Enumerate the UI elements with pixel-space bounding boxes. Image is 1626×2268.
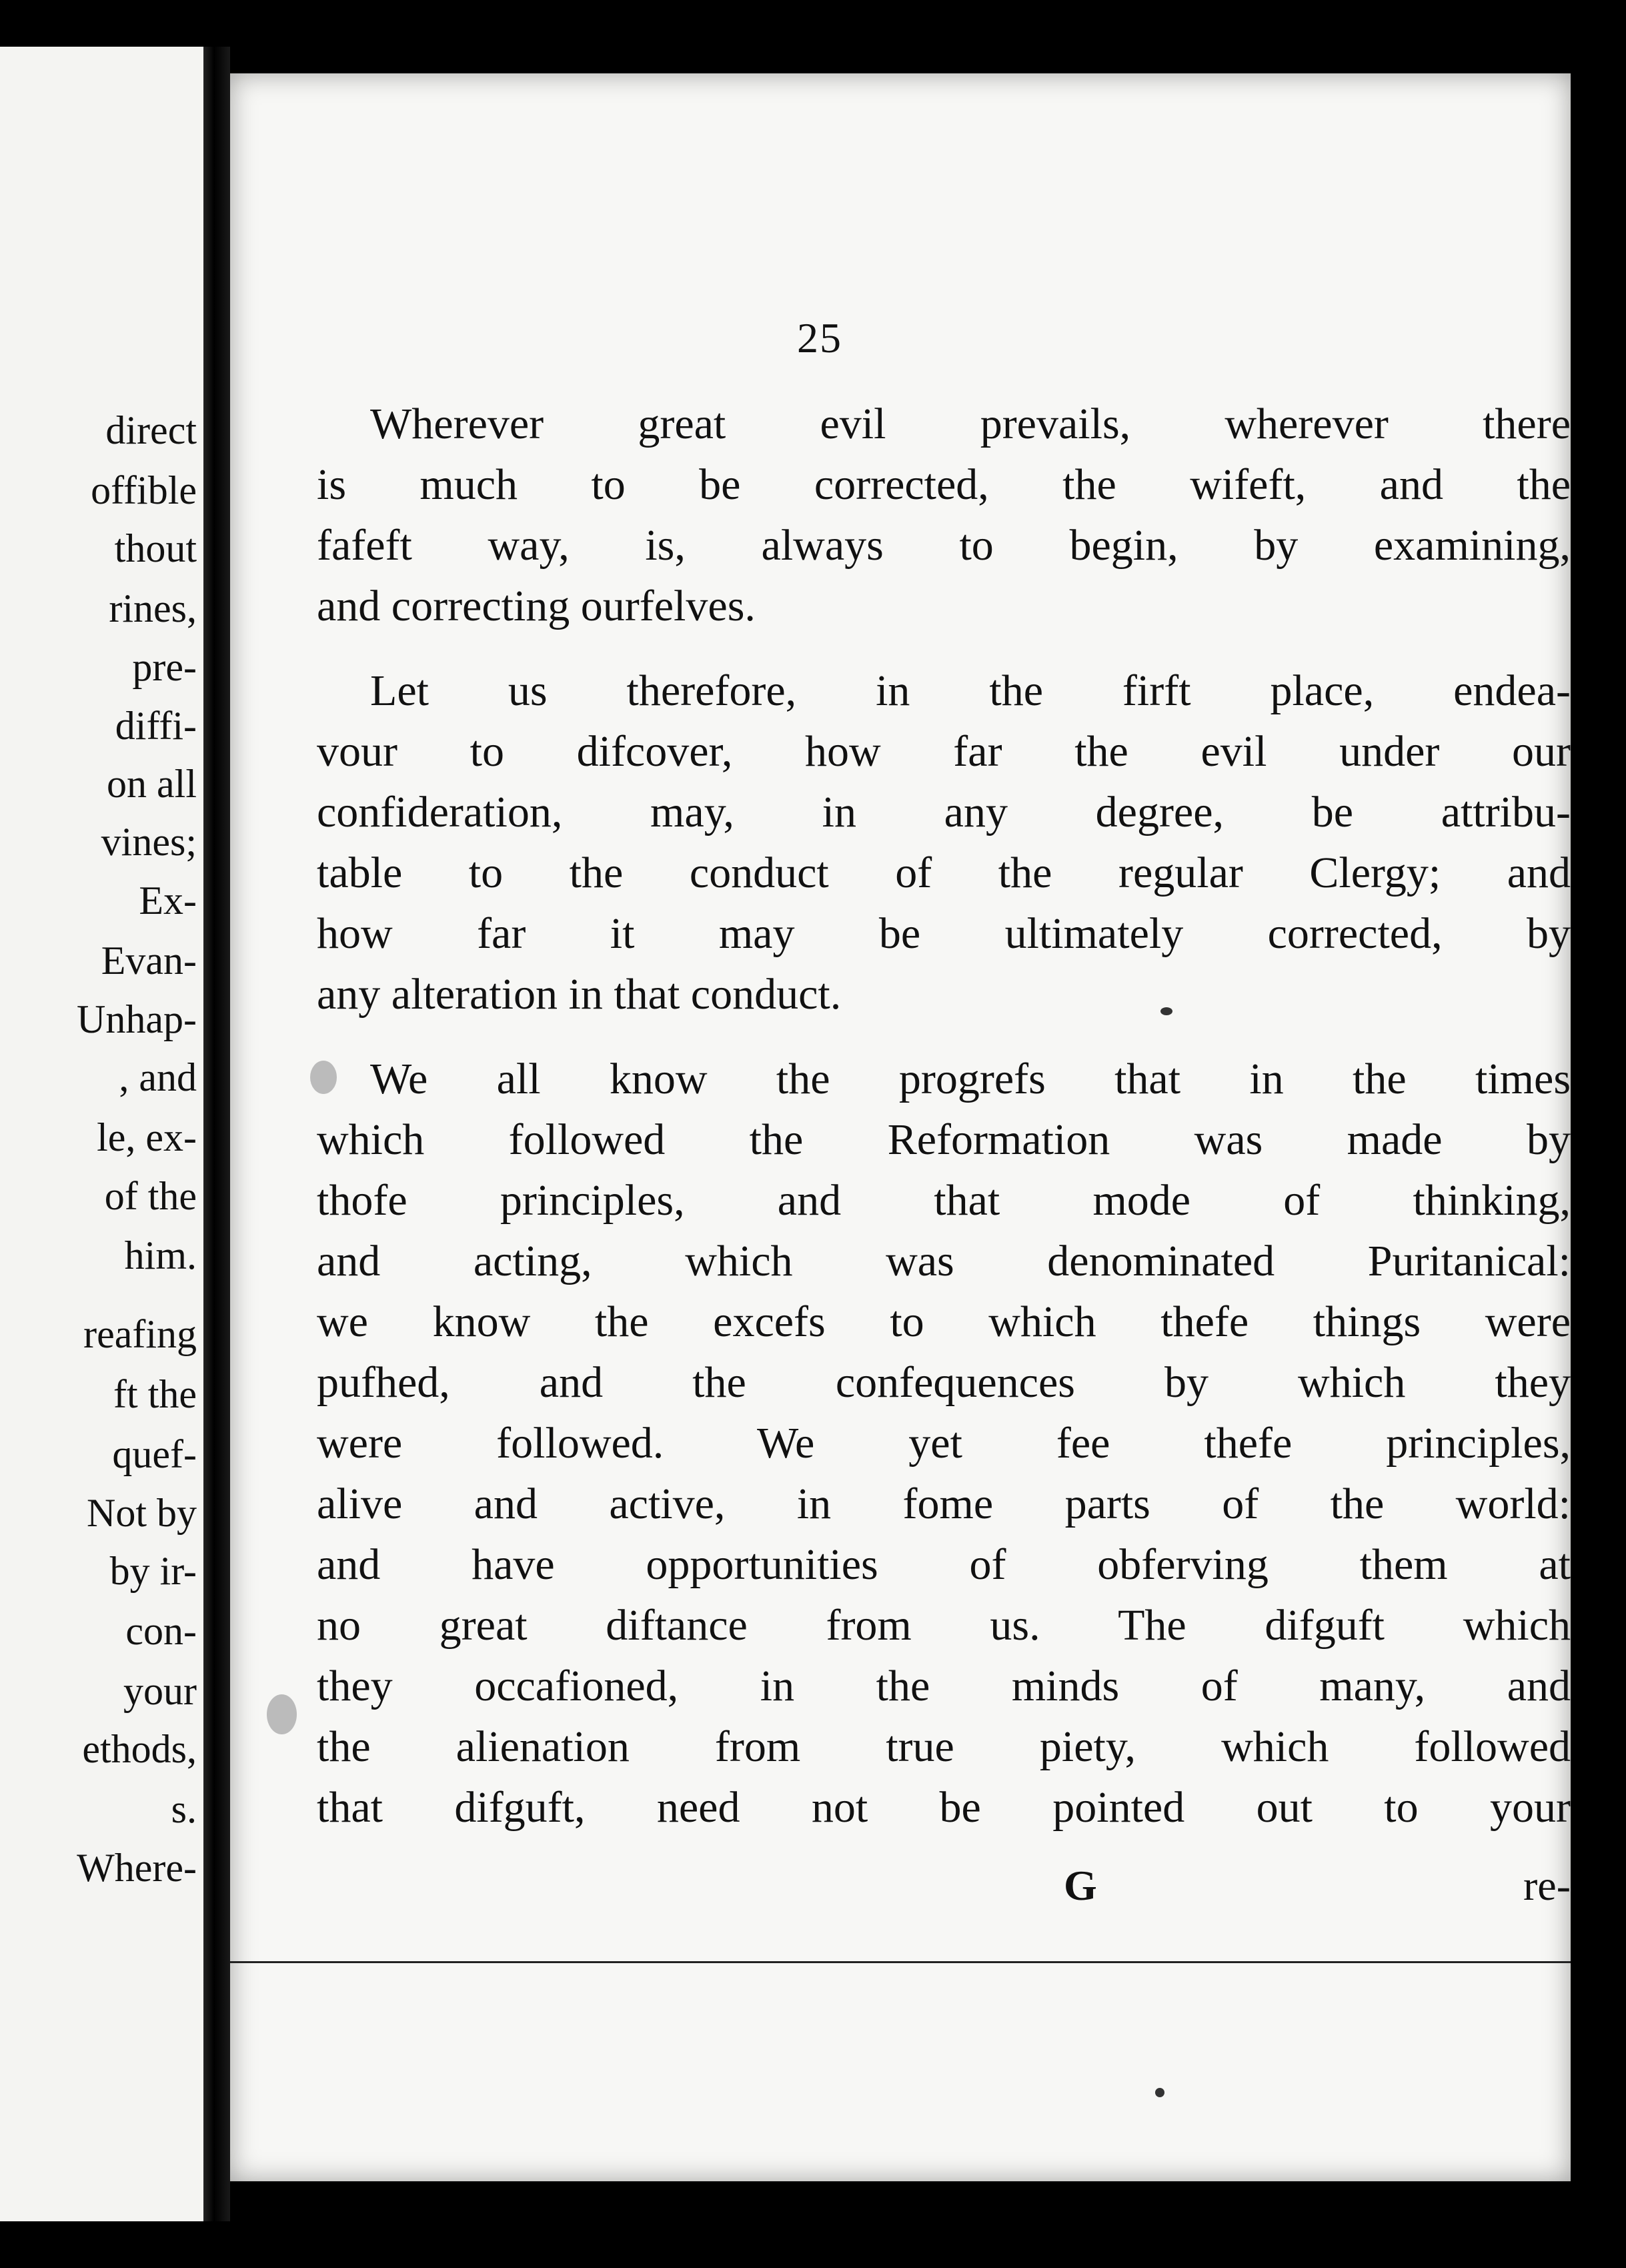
left-fragment-line: direct bbox=[105, 408, 197, 452]
left-fragment-line: quef- bbox=[112, 1432, 197, 1476]
left-fragment-line: con- bbox=[125, 1609, 197, 1653]
page-edge-rule bbox=[230, 1961, 1571, 1963]
left-fragment-line: him. bbox=[124, 1233, 197, 1277]
left-fragment-line: of the bbox=[104, 1174, 197, 1218]
left-fragment-line: , and bbox=[119, 1055, 197, 1099]
right-page bbox=[230, 73, 1571, 2181]
left-fragment-line: reafing bbox=[83, 1312, 197, 1356]
smudge bbox=[267, 1694, 297, 1734]
smudge bbox=[310, 1061, 337, 1094]
left-fragment-line: on all bbox=[107, 762, 197, 806]
paragraph bbox=[317, 660, 1571, 1025]
paragraph bbox=[317, 394, 1571, 636]
text-line: which followed the Reformation was made by bbox=[317, 1115, 1571, 1164]
text-line: they occafioned, in the minds of many, and bbox=[317, 1662, 1571, 1710]
left-fragment-line: s. bbox=[171, 1787, 197, 1831]
text-line: that difguft, need not be pointed out to your bbox=[317, 1783, 1571, 1832]
ink-speck bbox=[1155, 2088, 1164, 2097]
text-line: alive and active, in fome parts of the world: bbox=[317, 1480, 1571, 1528]
left-fragment-line: by ir- bbox=[109, 1549, 197, 1593]
ink-speck bbox=[1160, 1007, 1172, 1015]
signature-mark: G bbox=[1064, 1862, 1097, 1909]
text-line: pufhed, and the confequences by which they bbox=[317, 1358, 1571, 1407]
text-line: vour to difcover, how far the evil under our bbox=[317, 727, 1571, 776]
left-fragment-line: ft the bbox=[113, 1372, 197, 1416]
text-line: were followed. We yet fee thefe principles, bbox=[317, 1419, 1571, 1468]
left-fragment-line: Where- bbox=[77, 1846, 197, 1890]
text-line: the alienation from true piety, which followed bbox=[317, 1722, 1571, 1771]
text-line: any alteration in that conduct. bbox=[317, 970, 842, 1019]
page-number: 25 bbox=[797, 314, 842, 362]
text-line: how far it may be ultimately corrected, by bbox=[317, 909, 1571, 958]
left-fragment-line: thout bbox=[114, 526, 197, 570]
text-line: and acting, which was denominated Puritanical: bbox=[317, 1237, 1571, 1285]
book-gutter bbox=[203, 47, 230, 2221]
text-line: and have opportunities of obferving them at bbox=[317, 1540, 1571, 1589]
left-fragment-line: vines; bbox=[101, 820, 197, 864]
text-line: fafeft way, is, always to begin, by examining, bbox=[317, 521, 1571, 570]
left-fragment-line: Not by bbox=[87, 1491, 197, 1535]
left-page-fragment bbox=[0, 47, 203, 2221]
left-fragment-line: Ex- bbox=[139, 879, 197, 923]
left-fragment-line: diffi- bbox=[115, 704, 197, 748]
body-text bbox=[317, 394, 1571, 1862]
text-line: thofe principles, and that mode of thinking, bbox=[317, 1176, 1571, 1225]
left-fragment-line: pre- bbox=[132, 645, 197, 689]
text-line: table to the conduct of the regular Clergy; and bbox=[317, 848, 1571, 897]
text-line: Wherever great evil prevails, wherever there bbox=[370, 400, 1571, 448]
text-line: is much to be corrected, the wifeft, and the bbox=[317, 460, 1571, 509]
text-line: confideration, may, in any degree, be attribu- bbox=[317, 788, 1571, 836]
left-fragment-line: rines, bbox=[109, 586, 197, 630]
text-line: and correcting ourfelves. bbox=[317, 582, 756, 630]
text-line: no great diftance from us. The difguft which bbox=[317, 1601, 1571, 1650]
left-fragment-line: offible bbox=[91, 468, 197, 512]
left-fragment-line: le, ex- bbox=[97, 1115, 197, 1159]
paragraph bbox=[317, 1049, 1571, 1838]
text-line: Let us therefore, in the firft place, endea- bbox=[370, 666, 1571, 715]
left-fragment-line: Evan- bbox=[101, 939, 197, 983]
left-fragment-line: ethods, bbox=[82, 1727, 197, 1771]
left-fragment-line: your bbox=[123, 1669, 197, 1713]
text-line: We all know the progrefs that in the times bbox=[370, 1055, 1571, 1103]
catchword: re- bbox=[1523, 1862, 1571, 1909]
text-line: we know the excefs to which thefe things were bbox=[317, 1297, 1571, 1346]
left-fragment-line: Unhap- bbox=[77, 997, 197, 1041]
